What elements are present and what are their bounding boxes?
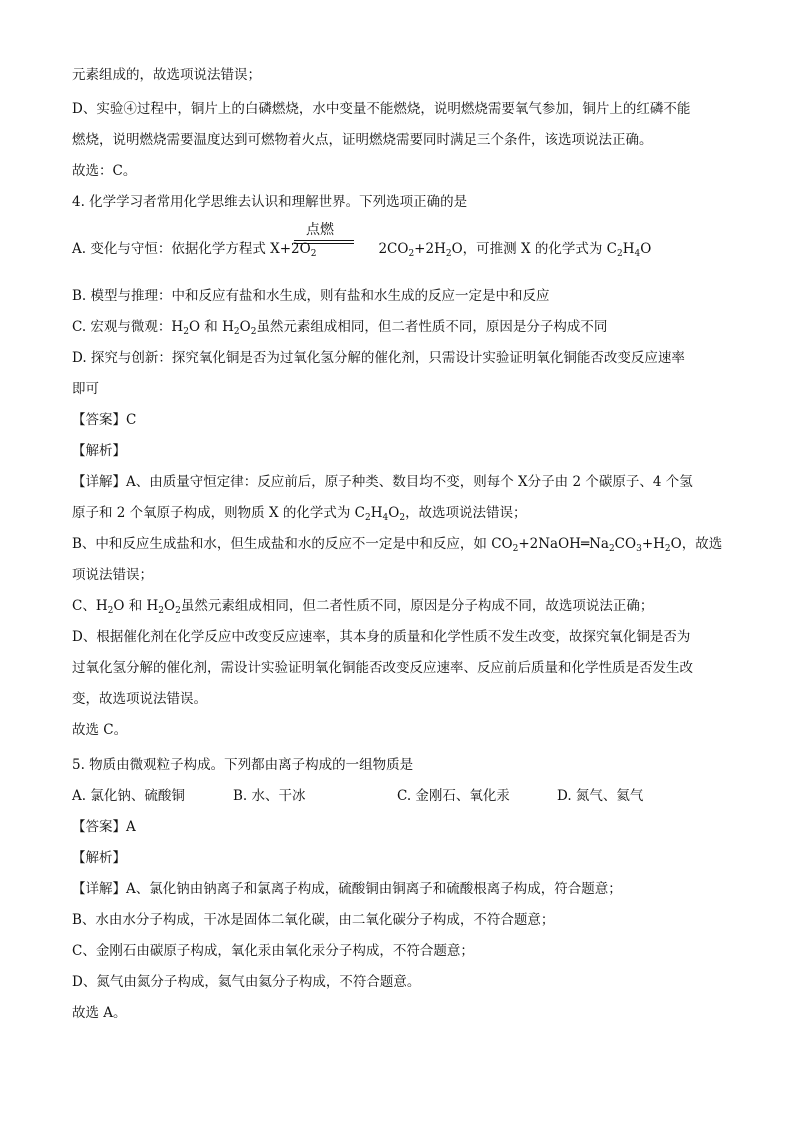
detail-line: B、水由水分子构成，干冰是固体二氧化碳，由二氧化碳分子构成，不符合题意； [72,912,555,928]
detail-line: 【详解】A、氯化钠由钠离子和氯离子构成，硫酸铜由铜离子和硫酸根离子构成，符合题意； [72,881,622,897]
detail-line: B、中和反应生成盐和水，但生成盐和水的反应不一定是中和反应，如 $CO_2+2NaOH═Na_2CO_3+H_2O$，故选 [72,536,723,554]
option-a: A. 变化与守恒：依据化学方程式 $X+2O_2$ $2CO_2+2H_2O$，可推测 X 的化学式为 $C_2H_4O$ [72,241,652,259]
option-d-continued: 即可 [72,381,99,397]
text-line: 故选：C。 [72,163,137,179]
answer-label: 【答案】C [72,412,137,428]
text-line: D、实验④过程中，铜片上的白磷燃烧，水中变量不能燃烧，说明燃烧需要氧气参加，铜片上的红磷不能 [72,101,691,117]
detail-line: D、根据催化剂在化学反应中改变反应速率，其本身的质量和化学性质不发生改变，故探究氧化铜是否为 [72,629,691,645]
detail-line: 变，故选项说法错误。 [72,691,207,707]
detail-line: 项说法错误； [72,567,153,583]
detail-line: 【详解】A、由质量守恒定律：反应前后，原子种类、数目均不变，则每个 X分子由 2 个碳原子、4 个氢 [72,474,693,490]
option-b: B. 模型与推理：中和反应有盐和水生成，则有盐和水生成的反应一定是中和反应 [72,288,550,304]
conclusion-line: 故选 A。 [72,1005,127,1021]
analysis-label: 【解析】 [72,443,126,459]
option-c: C. 金刚石、氧化汞 [397,788,510,804]
option-b: B. 水、干冰 [233,788,306,804]
detail-line: D、氮气由氮分子构成，氦气由氦分子构成，不符合题意。 [72,974,421,990]
text-line: 元素组成的，故选项说法错误； [72,67,261,83]
option-c: C. 宏观与微观：$H_2O$ 和 $H_2O_2$虽然元素组成相同，但二者性质不同，原因是分子构成不同 [72,319,608,337]
analysis-label: 【解析】 [72,850,126,866]
reaction-condition: 点燃 [306,222,334,238]
detail-line: C、$H_2O$ 和 $H_2O_2$虽然元素组成相同，但二者性质不同，原因是分子构成不同，故选项说法正确； [72,598,654,616]
detail-line: 过氧化氢分解的催化剂，需设计实验证明氧化铜能否改变反应速率、反应前后质量和化学性质是否发生改 [72,660,693,676]
conclusion-line: 故选 C。 [72,722,128,738]
detail-line: C、金刚石由碳原子构成，氧化汞由氧化汞分子构成，不符合题意； [72,943,474,959]
text-line: 燃烧，说明燃烧需要温度达到可燃物着火点，证明燃烧需要同时满足三个条件，该选项说法正确。 [72,132,653,148]
option-d: D. 探究与创新：探究氧化铜是否为过氧化氢分解的催化剂，只需设计实验证明氧化铜能否改变反应速率 [72,350,685,366]
question-5-stem: 5. 物质由微观粒子构成。下列都由离子构成的一组物质是 [72,757,414,773]
answer-label: 【答案】A [72,819,136,835]
detail-line: 原子和 2 个氧原子构成，则物质 X 的化学式为 $C_2H_4O_2$，故选项说法错误； [72,505,527,523]
option-a: A. 氯化钠、硫酸铜 [72,788,185,804]
option-d: D. 氮气、氦气 [557,788,644,804]
question-4-stem: 4. 化学学习者常用化学思维去认识和理解世界。下列选项正确的是 [72,194,468,210]
